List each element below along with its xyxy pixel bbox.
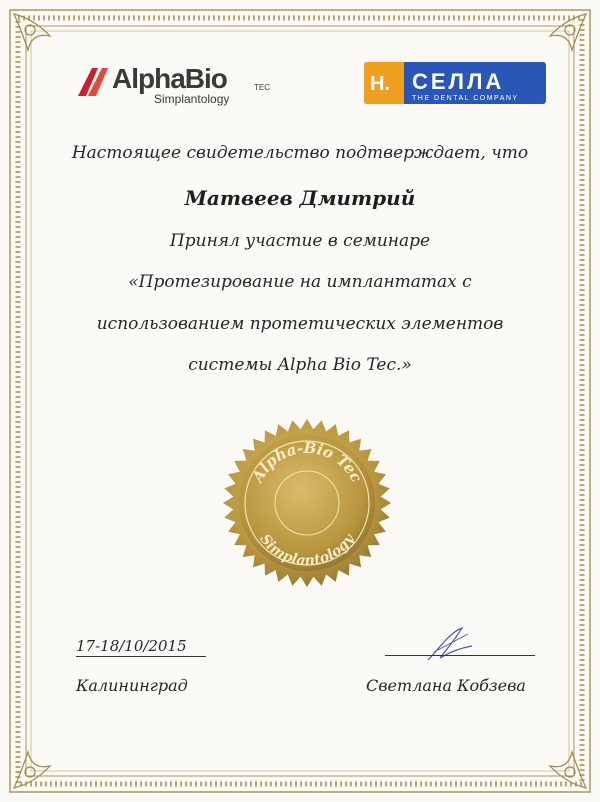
seminar-title-line-2: использованием протетических элементов — [96, 314, 504, 334]
alpha-tec: TEC — [254, 83, 270, 92]
signature-line — [385, 655, 535, 656]
seal-bottom-text: Simplantology — [256, 531, 358, 570]
seminar-title-line-1: «Протезирование на имплантатах с — [128, 272, 472, 292]
seal-top-text: Alpha-Bio Tec — [248, 438, 366, 486]
sella-logo — [364, 62, 546, 104]
alpha-bio-logo — [74, 58, 284, 108]
signature-mark — [420, 622, 480, 667]
sella-initial: Н. — [370, 73, 390, 95]
sella-tagline: THE DENTAL COMPANY — [412, 95, 519, 102]
alpha-brand: AlphaBio — [112, 63, 227, 94]
certificate-intro: Настоящее свидетельство подтверждает, что — [71, 143, 529, 163]
event-city: Калининград — [76, 676, 188, 695]
seminar-title-line-3: системы Alpha Bio Tec.» — [188, 355, 412, 375]
event-date: 17-18/10/2015 — [76, 637, 206, 657]
gold-seal — [222, 418, 392, 588]
alpha-tagline: Simplantology — [154, 92, 230, 106]
participation-text: Принял участие в семинаре — [169, 231, 431, 251]
sella-brand: СЕЛЛА — [412, 69, 505, 94]
signer-name: Светлана Кобзева — [366, 676, 526, 695]
recipient-name: Матвеев Дмитрий — [184, 186, 416, 210]
